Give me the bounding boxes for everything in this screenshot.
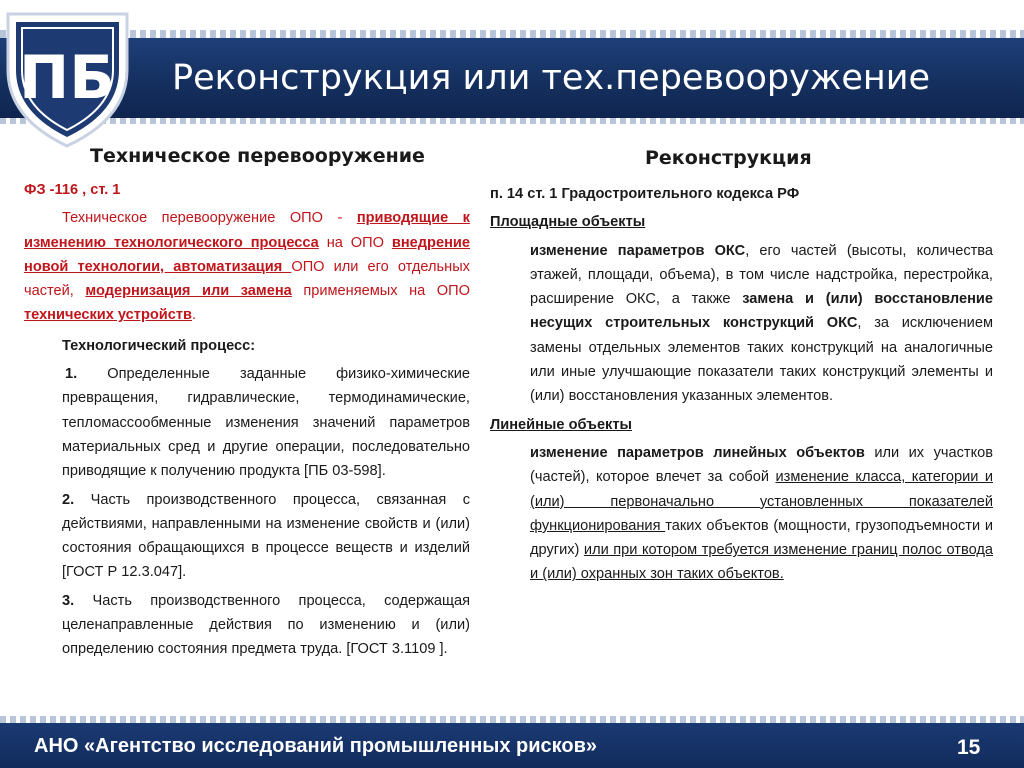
list-item: 2. Часть производственного процесса, связанная с действиями, направленными на изменение свойств и (или) состояния обращающихся в процессе веществ и изделий [ГОСТ Р 12.3.047].	[62, 491, 470, 581]
footer-stripe	[0, 716, 1024, 723]
header-stripe-top	[0, 30, 1024, 38]
right-law-ref: п. 14 ст. 1 Градостроительного кодекса РФ	[490, 186, 800, 202]
linear-objects-text: изменение параметров линейных объектов или их участков (частей), которое влечет за собой изменение класса, категории и (или) первоначально установленных показателей функционирования таких объектов (мощности, грузоподъемности и других) или при котором требуется изменение границ полос отвода и (или) охранных зон таких объектов.	[530, 444, 994, 583]
footer-org: АНО «Агентство исследований промышленных рисков»	[34, 735, 598, 757]
left-heading: Техническое перевооружение	[90, 145, 425, 167]
area-objects-text: изменение параметров ОКС, его частей (высоты, количества этажей, площади, объема), в том числе надстройка, перестройка, расширение ОКС, а также замена и (или) восстановление несущих строительных конструкций ОКС, за исключением замены отдельных элементов таких конструкций на аналогичные или иные улучшающие показатели таких конструкций элементы и (или) восстановления указанных элементов.	[530, 242, 993, 405]
area-objects-label: Площадные объекты	[490, 214, 646, 231]
tech-rearm-definition: Техническое перевооружение ОПО - приводящие к изменению технологического процесса на ОПО внедрение новой технологии, автоматизация ОПО или его отдельных частей, модернизация или замена применяемых на ОПО технических устройств.	[24, 210, 470, 324]
page-title: Реконструкция или тех.перевооружение	[172, 58, 931, 98]
process-label: Технологический процесс:	[62, 337, 256, 354]
linear-objects-label: Линейные объекты	[490, 416, 632, 433]
right-column	[490, 182, 993, 587]
list-item: 1. Определенные заданные физико-химические превращения, гидравлические, термодинамические, тепломассообменные изменения значений параметров материальных сред и другие операции, последовательно приводящие к получению продукта [ПБ 03-598].	[62, 366, 470, 480]
page-number: 15	[957, 736, 981, 759]
svg-text:ПБ: ПБ	[19, 43, 115, 113]
right-heading: Реконструкция	[645, 147, 812, 169]
left-column	[24, 178, 470, 662]
header-stripe-bottom	[0, 118, 1024, 124]
logo-shield-icon	[0, 0, 135, 150]
list-item: 3. Часть производственного процесса, содержащая целенаправленные действия по изменению и (или) определению состояния предмета труда. [ГОСТ 3.1109 ].	[62, 592, 470, 658]
left-law-ref: ФЗ -116 , ст. 1	[24, 182, 121, 198]
